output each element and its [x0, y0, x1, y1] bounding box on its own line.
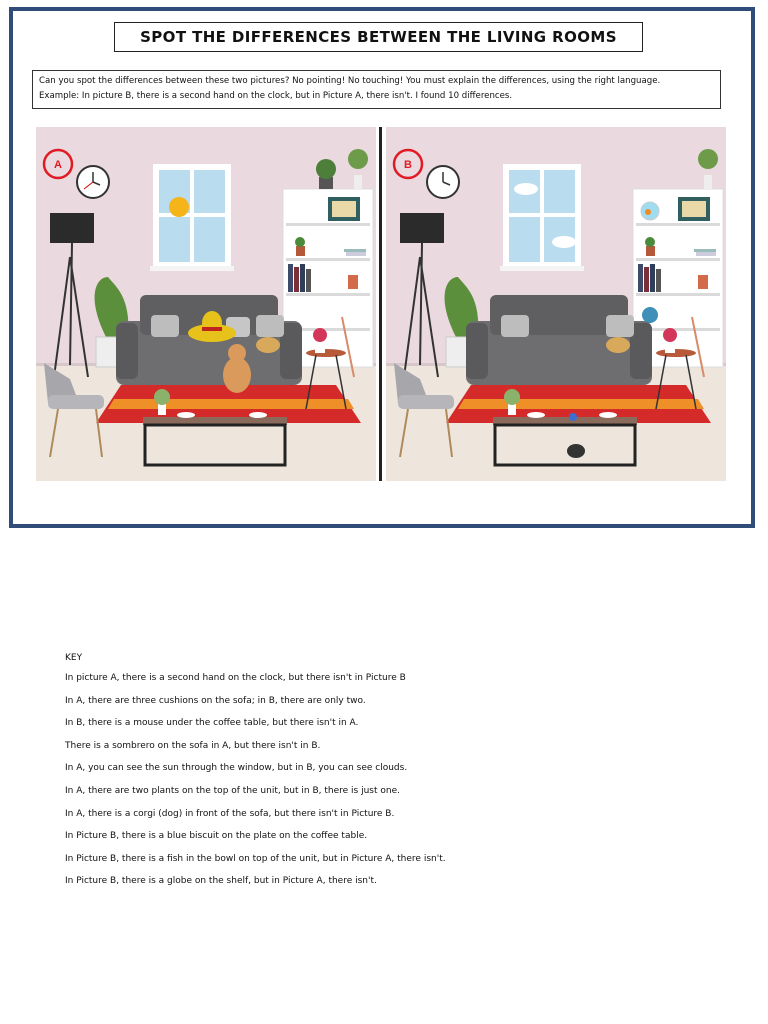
- key-line-8: In Picture B, there is a blue biscuit on the plate on the coffee table.: [65, 831, 368, 842]
- key-line-4: There is a sombrero on the sofa in A, but there isn't in B.: [65, 740, 321, 751]
- cloud-icon: [514, 183, 538, 195]
- living-room-pictures: [36, 127, 726, 481]
- worksheet-title: SPOT THE DIFFERENCES BETWEEN THE LIVING ROOMS: [114, 22, 643, 52]
- answer-key: [65, 650, 705, 897]
- key-title: KEY: [65, 653, 83, 663]
- key-line-6: In A, there are two plants on the top of the unit, but in B, there is just one.: [65, 785, 400, 796]
- key-line-10: In Picture B, there is a globe on the shelf, but in Picture A, there isn't.: [65, 876, 377, 887]
- mouse-icon: [567, 444, 585, 458]
- key-line-7: In A, there is a corgi (dog) in front of the sofa, but there isn't in Picture B.: [65, 808, 395, 819]
- picture-a-label: A: [54, 159, 62, 171]
- picture-b-label: B: [404, 159, 412, 171]
- globe-icon: [642, 307, 658, 323]
- instructions-line-1: Can you spot the differences between these two pictures? No pointing! No touching! You must explain the differences, using the right language.: [39, 76, 661, 86]
- worksheet-frame: [9, 7, 755, 528]
- key-line-1: In picture A, there is a second hand on the clock, but there isn't in Picture B: [65, 673, 406, 683]
- instructions-box: [32, 70, 721, 109]
- picture-b: [386, 127, 726, 481]
- key-line-2: In A, there are three cushions on the sofa; in B, there are only two.: [65, 695, 366, 706]
- picture-a: [36, 127, 376, 481]
- corgi-icon: [223, 357, 251, 393]
- key-line-5: In A, you can see the sun through the window, but in B, you can see clouds.: [65, 763, 408, 774]
- instructions-line-2: Example: In picture B, there is a second hand on the clock, but in Picture A, there isn't. I found 10 differences.: [39, 91, 513, 101]
- key-line-9: In Picture B, there is a fish in the bowl on top of the unit, but in Picture A, there isn't.: [65, 853, 446, 864]
- sun-icon: [169, 197, 189, 217]
- key-line-3: In B, there is a mouse under the coffee table, but there isn't in A.: [65, 718, 359, 729]
- picture-divider: [379, 127, 382, 481]
